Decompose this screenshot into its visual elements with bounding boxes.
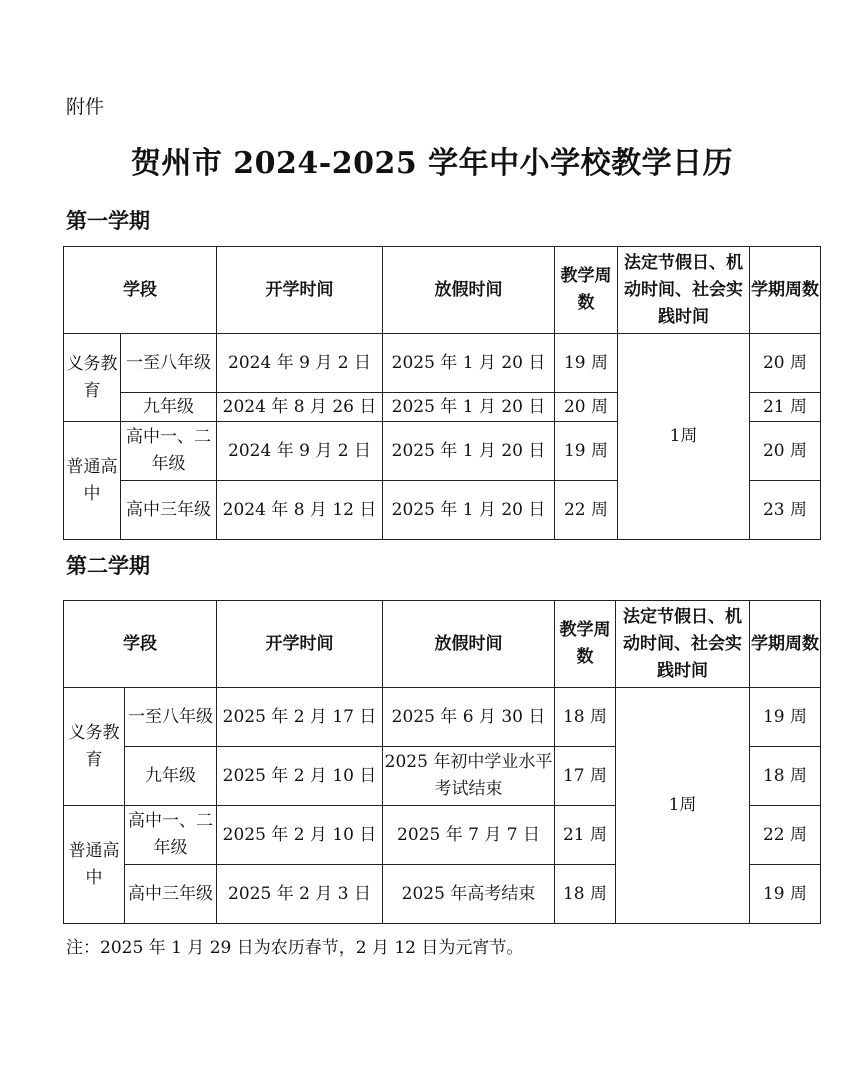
- semester-weeks-cell: 21 周: [750, 393, 821, 422]
- header-teaching-weeks: 教学周数: [555, 247, 618, 334]
- teaching-weeks-cell: 18 周: [555, 865, 616, 924]
- semester1-heading: 第一学期: [66, 209, 150, 233]
- teaching-weeks-cell: 21 周: [555, 806, 616, 865]
- grade-cell: 一至八年级: [121, 334, 217, 393]
- header-stage: 学段: [64, 247, 217, 334]
- footnote: 注：2025 年 1 月 29 日为农历春节，2 月 12 日为元宵节。: [66, 938, 524, 958]
- grade-cell: 高中一、二年级: [125, 806, 217, 865]
- start-date-cell: 2024 年 9 月 2 日: [217, 422, 383, 481]
- holiday-time-cell: 1周: [616, 688, 750, 924]
- holiday-time-cell: 1周: [618, 334, 750, 540]
- teaching-weeks-cell: 17 周: [555, 747, 616, 806]
- semester1-table: [63, 246, 821, 540]
- vacation-date-cell: 2025 年 6 月 30 日: [383, 688, 555, 747]
- header-vacation-date: 放假时间: [383, 247, 555, 334]
- grade-cell: 一至八年级: [125, 688, 217, 747]
- semester-weeks-cell: 23 周: [750, 481, 821, 540]
- header-holiday-time: 法定节假日、机动时间、社会实践时间: [618, 247, 750, 334]
- table-row: [64, 334, 821, 393]
- header-start-date: 开学时间: [217, 247, 383, 334]
- vacation-date-cell: 2025 年高考结束: [383, 865, 555, 924]
- start-date-cell: 2025 年 2 月 17 日: [217, 688, 383, 747]
- stage-group-compulsory: 义务教育: [64, 334, 121, 422]
- start-date-cell: 2024 年 8 月 26 日: [217, 393, 383, 422]
- vacation-date-cell: 2025 年 7 月 7 日: [383, 806, 555, 865]
- semester-weeks-cell: 20 周: [750, 422, 821, 481]
- teaching-weeks-cell: 22 周: [555, 481, 618, 540]
- grade-cell: 九年级: [125, 747, 217, 806]
- semester2-table: [63, 600, 821, 924]
- semester-weeks-cell: 20 周: [750, 334, 821, 393]
- table-header-row: [64, 601, 821, 688]
- semester-weeks-cell: 19 周: [750, 688, 821, 747]
- semester2-heading: 第二学期: [66, 554, 150, 578]
- header-start-date: 开学时间: [217, 601, 383, 688]
- vacation-date-cell: 2025 年 1 月 20 日: [383, 393, 555, 422]
- semester-weeks-cell: 18 周: [750, 747, 821, 806]
- teaching-weeks-cell: 20 周: [555, 393, 618, 422]
- attachment-label: 附件: [66, 96, 105, 118]
- page-title: 贺州市 2024-2025 学年中小学校教学日历: [130, 146, 734, 181]
- header-semester-weeks: 学期周数: [750, 247, 821, 334]
- stage-group-compulsory: 义务教育: [64, 688, 125, 806]
- vacation-date-cell: 2025 年 1 月 20 日: [383, 422, 555, 481]
- table-header-row: [64, 247, 821, 334]
- header-semester-weeks: 学期周数: [750, 601, 821, 688]
- semester-weeks-cell: 22 周: [750, 806, 821, 865]
- start-date-cell: 2025 年 2 月 3 日: [217, 865, 383, 924]
- start-date-cell: 2025 年 2 月 10 日: [217, 806, 383, 865]
- grade-cell: 高中三年级: [125, 865, 217, 924]
- start-date-cell: 2025 年 2 月 10 日: [217, 747, 383, 806]
- vacation-date-cell: 2025 年 1 月 20 日: [383, 481, 555, 540]
- header-holiday-time: 法定节假日、机动时间、社会实践时间: [616, 601, 750, 688]
- start-date-cell: 2024 年 9 月 2 日: [217, 334, 383, 393]
- header-teaching-weeks: 教学周数: [555, 601, 616, 688]
- header-vacation-date: 放假时间: [383, 601, 555, 688]
- stage-group-high-school: 普通高中: [64, 806, 125, 924]
- start-date-cell: 2024 年 8 月 12 日: [217, 481, 383, 540]
- stage-group-high-school: 普通高中: [64, 422, 121, 540]
- vacation-date-cell: 2025 年 1 月 20 日: [383, 334, 555, 393]
- teaching-weeks-cell: 19 周: [555, 422, 618, 481]
- vacation-date-cell: 2025 年初中学业水平考试结束: [383, 747, 555, 806]
- table-row: [64, 688, 821, 747]
- teaching-weeks-cell: 18 周: [555, 688, 616, 747]
- semester-weeks-cell: 19 周: [750, 865, 821, 924]
- grade-cell: 高中三年级: [121, 481, 217, 540]
- header-stage: 学段: [64, 601, 217, 688]
- grade-cell: 高中一、二年级: [121, 422, 217, 481]
- teaching-weeks-cell: 19 周: [555, 334, 618, 393]
- grade-cell: 九年级: [121, 393, 217, 422]
